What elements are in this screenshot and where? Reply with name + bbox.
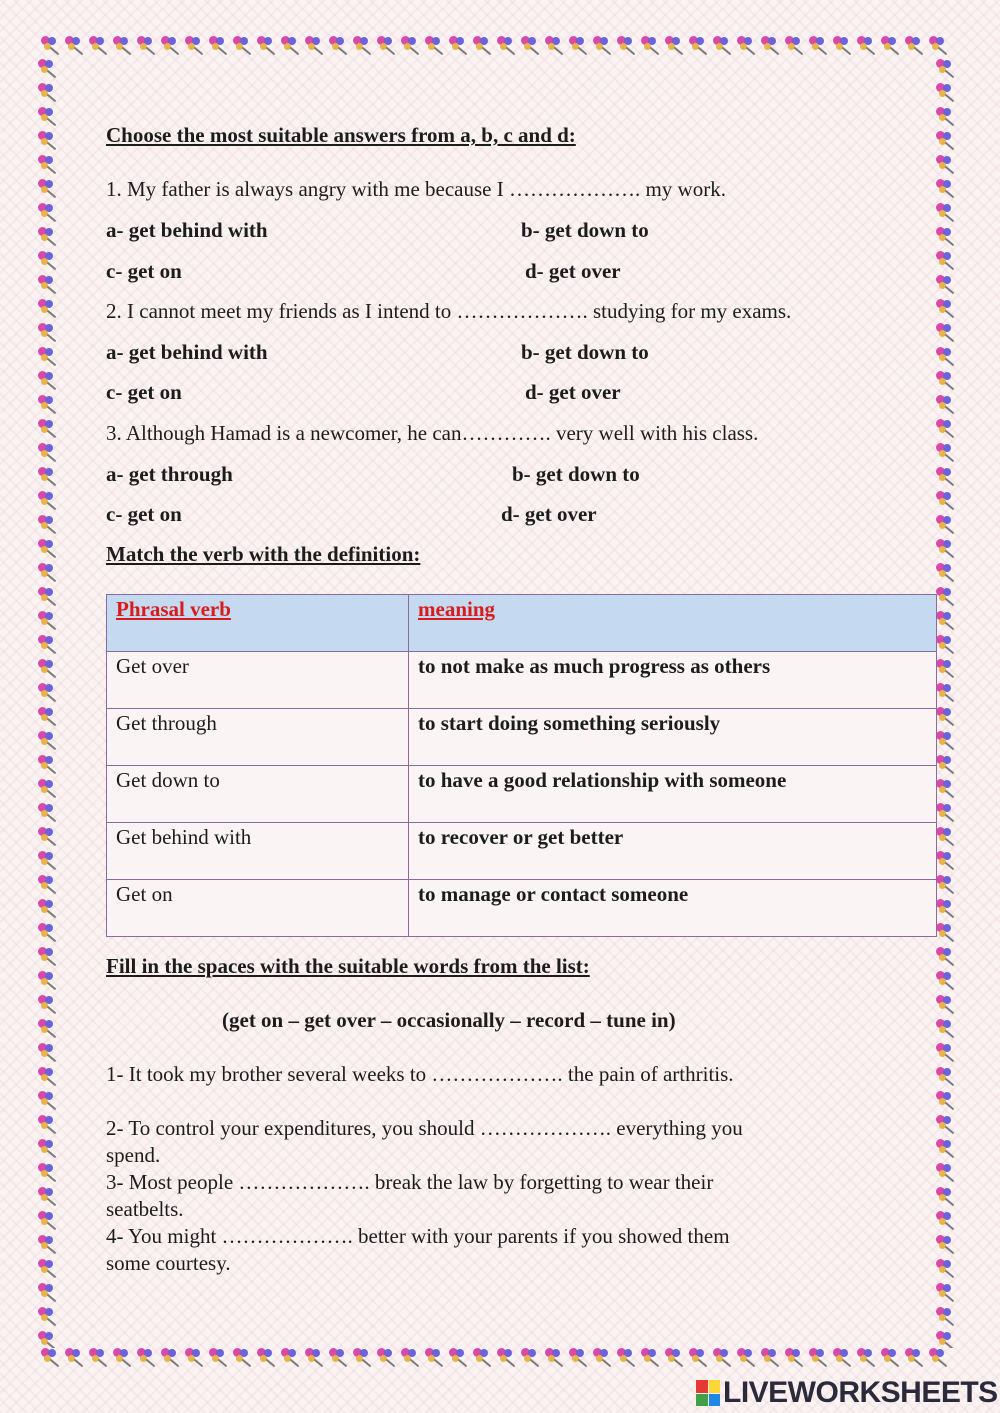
flower-icon bbox=[934, 681, 956, 703]
flower-icon bbox=[934, 1017, 956, 1039]
flower-icon bbox=[831, 1346, 853, 1368]
table-row bbox=[107, 880, 937, 937]
flower-icon bbox=[36, 225, 58, 247]
flower-icon bbox=[36, 345, 58, 367]
flower-icon bbox=[934, 873, 956, 895]
flower-icon bbox=[759, 34, 781, 56]
flower-icon bbox=[36, 129, 58, 151]
flower-icon bbox=[36, 825, 58, 847]
flower-icon bbox=[934, 489, 956, 511]
question-2-option-c[interactable]: c- get on bbox=[106, 380, 182, 404]
flower-icon bbox=[36, 273, 58, 295]
flower-icon bbox=[855, 1346, 877, 1368]
flower-icon bbox=[934, 609, 956, 631]
matching-table bbox=[106, 594, 937, 937]
flower-icon bbox=[303, 34, 325, 56]
phrasal-verb-cell[interactable]: Get on bbox=[107, 880, 409, 937]
flower-icon bbox=[711, 1346, 733, 1368]
meaning-cell[interactable]: to start doing something seriously bbox=[409, 709, 937, 766]
border-bottom bbox=[38, 1346, 960, 1370]
flower-icon bbox=[934, 345, 956, 367]
flower-icon bbox=[36, 81, 58, 103]
flower-icon bbox=[934, 993, 956, 1015]
word-list: (get on – get over – occasionally – record – tune in) bbox=[222, 1008, 676, 1032]
flower-icon bbox=[934, 57, 956, 79]
flower-icon bbox=[36, 201, 58, 223]
phrasal-verb-cell[interactable]: Get behind with bbox=[107, 823, 409, 880]
phrasal-verb-cell[interactable]: Get through bbox=[107, 709, 409, 766]
flower-icon bbox=[255, 34, 277, 56]
flower-icon bbox=[934, 1329, 956, 1348]
flower-icon bbox=[783, 34, 805, 56]
liveworksheets-logo[interactable] bbox=[696, 1376, 998, 1410]
flower-icon bbox=[36, 417, 58, 439]
flower-icon bbox=[36, 321, 58, 343]
flower-icon bbox=[783, 1346, 805, 1368]
flower-icon bbox=[36, 921, 58, 943]
flower-icon bbox=[351, 34, 373, 56]
flower-icon bbox=[831, 34, 853, 56]
flower-icon bbox=[927, 1346, 949, 1368]
flower-icon bbox=[934, 465, 956, 487]
flower-icon bbox=[36, 897, 58, 919]
section1-heading: Choose the most suitable answers from a, b, c and d: bbox=[106, 123, 576, 147]
flower-icon bbox=[934, 897, 956, 919]
flower-icon bbox=[447, 34, 469, 56]
flower-icon bbox=[36, 1257, 58, 1279]
flower-icon bbox=[36, 57, 58, 79]
flower-icon bbox=[735, 1346, 757, 1368]
flower-icon bbox=[934, 297, 956, 319]
flower-icon bbox=[36, 729, 58, 751]
meaning-cell[interactable]: to not make as much progress as others bbox=[409, 652, 937, 709]
flower-icon bbox=[903, 34, 925, 56]
flower-icon bbox=[934, 561, 956, 583]
flower-icon bbox=[36, 801, 58, 823]
flower-icon bbox=[36, 465, 58, 487]
flower-icon bbox=[279, 1346, 301, 1368]
flower-icon bbox=[934, 777, 956, 799]
table-row bbox=[107, 709, 937, 766]
flower-icon bbox=[36, 513, 58, 535]
flower-icon bbox=[327, 1346, 349, 1368]
flower-icon bbox=[934, 105, 956, 127]
flower-icon bbox=[687, 34, 709, 56]
border-left bbox=[36, 56, 60, 1348]
flower-icon bbox=[36, 105, 58, 127]
flower-icon bbox=[111, 34, 133, 56]
fill-sentence-2-cont: spend. bbox=[106, 1143, 161, 1167]
flower-icon bbox=[934, 1041, 956, 1063]
flower-icon bbox=[879, 34, 901, 56]
question-2-option-a[interactable]: a- get behind with bbox=[106, 340, 268, 364]
flower-icon bbox=[36, 681, 58, 703]
flower-icon bbox=[934, 513, 956, 535]
question-3-option-b[interactable]: b- get down to bbox=[512, 462, 640, 486]
logo-text: LIVEWORKSHEETS bbox=[723, 1376, 998, 1409]
flower-icon bbox=[36, 873, 58, 895]
flower-icon bbox=[39, 34, 61, 56]
flower-icon bbox=[934, 417, 956, 439]
flower-icon bbox=[36, 705, 58, 727]
flower-icon bbox=[934, 849, 956, 871]
table-header-cell bbox=[409, 595, 937, 652]
flower-icon bbox=[934, 1281, 956, 1303]
flower-icon bbox=[87, 34, 109, 56]
flower-icon bbox=[36, 1113, 58, 1135]
flower-icon bbox=[663, 1346, 685, 1368]
question-1-option-c[interactable]: c- get on bbox=[106, 259, 182, 283]
flower-icon bbox=[615, 34, 637, 56]
flower-icon bbox=[903, 1346, 925, 1368]
flower-icon bbox=[255, 1346, 277, 1368]
flower-icon bbox=[36, 249, 58, 271]
flower-icon bbox=[591, 1346, 613, 1368]
flower-icon bbox=[934, 249, 956, 271]
flower-icon bbox=[39, 1346, 61, 1368]
flower-icon bbox=[934, 393, 956, 415]
fill-sentence-4: 4- You might ………………. better with your parents if you showed them bbox=[106, 1224, 730, 1248]
flower-icon bbox=[399, 34, 421, 56]
flower-icon bbox=[36, 969, 58, 991]
flower-icon bbox=[934, 153, 956, 175]
flower-icon bbox=[36, 1329, 58, 1348]
flower-icon bbox=[934, 537, 956, 559]
flower-icon bbox=[399, 1346, 421, 1368]
flower-icon bbox=[934, 1233, 956, 1255]
flower-icon bbox=[36, 777, 58, 799]
flower-icon bbox=[543, 34, 565, 56]
flower-icon bbox=[934, 441, 956, 463]
flower-icon bbox=[934, 225, 956, 247]
flower-icon bbox=[855, 34, 877, 56]
flower-icon bbox=[934, 1257, 956, 1279]
flower-icon bbox=[639, 34, 661, 56]
flower-icon bbox=[663, 34, 685, 56]
flower-icon bbox=[135, 1346, 157, 1368]
question-3-option-d[interactable]: d- get over bbox=[501, 502, 597, 526]
flower-icon bbox=[36, 945, 58, 967]
flower-icon bbox=[36, 369, 58, 391]
flower-icon bbox=[591, 34, 613, 56]
flower-icon bbox=[36, 1041, 58, 1063]
flower-icon bbox=[934, 585, 956, 607]
flower-icon bbox=[36, 1209, 58, 1231]
flower-icon bbox=[135, 34, 157, 56]
flower-icon bbox=[36, 1233, 58, 1255]
table-row bbox=[107, 766, 937, 823]
table-header-cell bbox=[107, 595, 409, 652]
flower-icon bbox=[36, 753, 58, 775]
flower-icon bbox=[447, 1346, 469, 1368]
table-row bbox=[107, 823, 937, 880]
liveworksheets-logo-icon bbox=[696, 1380, 720, 1406]
flower-icon bbox=[934, 321, 956, 343]
meaning-cell[interactable]: to manage or contact someone bbox=[409, 880, 937, 937]
flower-icon bbox=[711, 34, 733, 56]
flower-icon bbox=[934, 825, 956, 847]
flower-icon bbox=[471, 1346, 493, 1368]
flower-icon bbox=[495, 34, 517, 56]
flower-icon bbox=[639, 1346, 661, 1368]
flower-icon bbox=[934, 201, 956, 223]
flower-icon bbox=[471, 34, 493, 56]
flower-icon bbox=[423, 1346, 445, 1368]
flower-icon bbox=[36, 1281, 58, 1303]
flower-icon bbox=[36, 153, 58, 175]
flower-icon bbox=[735, 34, 757, 56]
flower-icon bbox=[567, 34, 589, 56]
flower-icon bbox=[934, 1137, 956, 1159]
flower-icon bbox=[159, 1346, 181, 1368]
flower-icon bbox=[934, 1161, 956, 1183]
flower-icon bbox=[423, 34, 445, 56]
flower-icon bbox=[934, 129, 956, 151]
flower-icon bbox=[36, 849, 58, 871]
question-1-stem: 1. My father is always angry with me because I ………………. my work. bbox=[106, 177, 726, 201]
flower-icon bbox=[934, 729, 956, 751]
flower-icon bbox=[495, 1346, 517, 1368]
question-3-option-a[interactable]: a- get through bbox=[106, 462, 233, 486]
flower-icon bbox=[934, 177, 956, 199]
flower-icon bbox=[375, 34, 397, 56]
flower-icon bbox=[934, 969, 956, 991]
flower-icon bbox=[567, 1346, 589, 1368]
flower-icon bbox=[36, 1137, 58, 1159]
flower-icon bbox=[36, 1065, 58, 1087]
flower-icon bbox=[934, 1185, 956, 1207]
table-header-row bbox=[107, 595, 937, 652]
flower-icon bbox=[519, 1346, 541, 1368]
flower-icon bbox=[207, 1346, 229, 1368]
question-1-option-b[interactable]: b- get down to bbox=[521, 218, 649, 242]
question-2-stem: 2. I cannot meet my friends as I intend to ………………. studying for my exams. bbox=[106, 299, 792, 323]
flower-icon bbox=[934, 657, 956, 679]
flower-icon bbox=[934, 705, 956, 727]
question-1-option-a[interactable]: a- get behind with bbox=[106, 218, 268, 242]
flower-icon bbox=[36, 1305, 58, 1327]
meaning-header: meaning bbox=[418, 597, 496, 621]
section3-heading: Fill in the spaces with the suitable words from the list: bbox=[106, 954, 590, 978]
flower-icon bbox=[36, 297, 58, 319]
flower-icon bbox=[279, 34, 301, 56]
flower-icon bbox=[231, 1346, 253, 1368]
flower-icon bbox=[934, 1089, 956, 1111]
flower-icon bbox=[183, 34, 205, 56]
table-row bbox=[107, 652, 937, 709]
flower-icon bbox=[36, 993, 58, 1015]
flower-icon bbox=[36, 441, 58, 463]
flower-icon bbox=[36, 1089, 58, 1111]
flower-icon bbox=[934, 633, 956, 655]
question-1-option-d[interactable]: d- get over bbox=[525, 259, 621, 283]
flower-icon bbox=[375, 1346, 397, 1368]
flower-icon bbox=[36, 393, 58, 415]
flower-icon bbox=[36, 1017, 58, 1039]
meaning-cell[interactable]: to recover or get better bbox=[409, 823, 937, 880]
flower-icon bbox=[927, 34, 949, 56]
flower-icon bbox=[231, 34, 253, 56]
flower-icon bbox=[351, 1346, 373, 1368]
flower-icon bbox=[36, 633, 58, 655]
flower-icon bbox=[36, 537, 58, 559]
flower-icon bbox=[807, 1346, 829, 1368]
flower-icon bbox=[36, 657, 58, 679]
flower-icon bbox=[807, 34, 829, 56]
flower-icon bbox=[934, 1209, 956, 1231]
flower-icon bbox=[879, 1346, 901, 1368]
flower-icon bbox=[87, 1346, 109, 1368]
flower-icon bbox=[207, 34, 229, 56]
flower-icon bbox=[327, 34, 349, 56]
question-3-option-c[interactable]: c- get on bbox=[106, 502, 182, 526]
border-top bbox=[38, 34, 960, 58]
flower-icon bbox=[759, 1346, 781, 1368]
fill-sentence-3-cont: seatbelts. bbox=[106, 1197, 184, 1221]
flower-icon bbox=[36, 177, 58, 199]
flower-icon bbox=[934, 1113, 956, 1135]
flower-icon bbox=[615, 1346, 637, 1368]
flower-icon bbox=[36, 1185, 58, 1207]
question-2-option-b[interactable]: b- get down to bbox=[521, 340, 649, 364]
flower-icon bbox=[36, 609, 58, 631]
flower-icon bbox=[934, 801, 956, 823]
flower-icon bbox=[36, 585, 58, 607]
flower-icon bbox=[303, 1346, 325, 1368]
fill-sentence-2: 2- To control your expenditures, you should ………………. everything you bbox=[106, 1116, 743, 1140]
flower-icon bbox=[934, 1065, 956, 1087]
phrasal-verb-cell[interactable]: Get over bbox=[107, 652, 409, 709]
flower-icon bbox=[183, 1346, 205, 1368]
flower-icon bbox=[543, 1346, 565, 1368]
flower-icon bbox=[36, 561, 58, 583]
phrasal-verb-cell[interactable]: Get down to bbox=[107, 766, 409, 823]
fill-sentence-4-cont: some courtesy. bbox=[106, 1251, 231, 1275]
section2-heading: Match the verb with the definition: bbox=[106, 542, 421, 566]
flower-icon bbox=[934, 945, 956, 967]
fill-sentence-1: 1- It took my brother several weeks to ………………. the pain of arthritis. bbox=[106, 1062, 734, 1086]
flower-icon bbox=[111, 1346, 133, 1368]
flower-icon bbox=[63, 1346, 85, 1368]
flower-icon bbox=[36, 489, 58, 511]
border-right bbox=[934, 56, 958, 1348]
flower-icon bbox=[934, 369, 956, 391]
flower-icon bbox=[159, 34, 181, 56]
flower-icon bbox=[687, 1346, 709, 1368]
flower-icon bbox=[63, 34, 85, 56]
flower-icon bbox=[934, 1305, 956, 1327]
question-2-option-d[interactable]: d- get over bbox=[525, 380, 621, 404]
flower-icon bbox=[934, 273, 956, 295]
flower-icon bbox=[934, 921, 956, 943]
flower-icon bbox=[36, 1161, 58, 1183]
question-3-stem: 3. Although Hamad is a newcomer, he can…………. very well with his class. bbox=[106, 421, 759, 445]
flower-icon bbox=[934, 753, 956, 775]
flower-icon bbox=[934, 81, 956, 103]
fill-sentence-3: 3- Most people ………………. break the law by forgetting to wear their bbox=[106, 1170, 714, 1194]
flower-icon bbox=[519, 34, 541, 56]
phrasal-verb-header: Phrasal verb bbox=[116, 597, 231, 621]
meaning-cell[interactable]: to have a good relationship with someone bbox=[409, 766, 937, 823]
